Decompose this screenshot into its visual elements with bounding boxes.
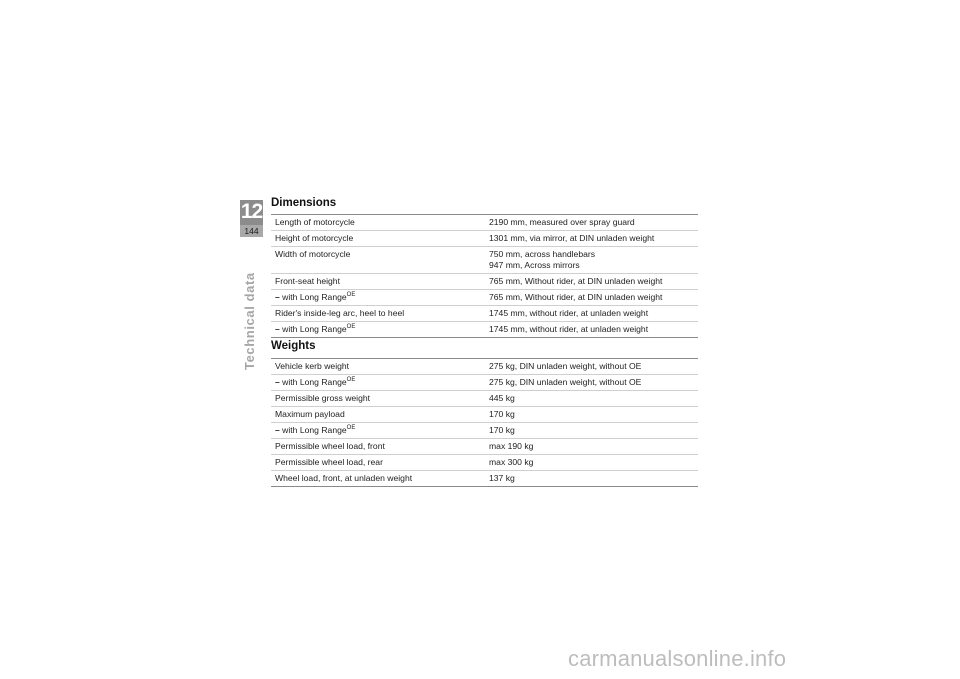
site-watermark: carmanualsonline.info [568,646,787,671]
row-label: Wheel load, front, at unladen weight [271,471,484,487]
row-label: Front-seat height [271,274,484,290]
table-row [271,407,698,423]
dash-marker: – [275,425,280,435]
row-value: 170 kg [484,423,698,439]
page-number: 144 [240,225,263,237]
dimensions-table [271,214,698,338]
table-row [271,322,698,338]
oe-superscript: OE [346,292,356,298]
row-label [271,322,484,338]
row-label: Height of motorcycle [271,231,484,247]
row-label [271,290,484,306]
dash-marker: – [275,377,280,387]
chapter-number: 12 [240,200,263,223]
label-text: with Long Range [282,292,347,302]
table-row [271,306,698,322]
row-value: 1745 mm, without rider, at unladen weight [484,322,698,338]
row-value: 170 kg [484,407,698,423]
value-line: 750 mm, across handlebars [489,249,596,259]
label-text: with Long Range [282,377,347,387]
row-value: 765 mm, Without rider, at DIN unladen weight [484,274,698,290]
table-row [271,439,698,455]
dimensions-heading: Dimensions [271,197,337,209]
row-value: 445 kg [484,391,698,407]
table-row [271,215,698,231]
row-label: Permissible wheel load, front [271,439,484,455]
table-row [271,455,698,471]
row-value [484,247,698,274]
value-line: 947 mm, Across mirrors [489,260,580,270]
chapter-tab [240,200,263,237]
oe-superscript: OE [346,425,356,431]
table-row [271,274,698,290]
table-row [271,247,698,274]
row-value: 1301 mm, via mirror, at DIN unladen weight [484,231,698,247]
row-label: Permissible wheel load, rear [271,455,484,471]
label-text: with Long Range [282,324,347,334]
row-label: Length of motorcycle [271,215,484,231]
table-row [271,231,698,247]
row-label: Rider's inside-leg arc, heel to heel [271,306,484,322]
weights-heading: Weights [271,340,316,352]
row-value: max 190 kg [484,439,698,455]
oe-superscript: OE [346,324,356,330]
table-row [271,391,698,407]
table-row [271,471,698,487]
row-value: 2190 mm, measured over spray guard [484,215,698,231]
row-value: 765 mm, Without rider, at DIN unladen weight [484,290,698,306]
row-label: Maximum payload [271,407,484,423]
table-row [271,423,698,439]
row-value: 275 kg, DIN unladen weight, without OE [484,375,698,391]
row-value: max 300 kg [484,455,698,471]
table-row [271,290,698,306]
row-label [271,375,484,391]
row-value: 275 kg, DIN unladen weight, without OE [484,359,698,375]
row-value: 137 kg [484,471,698,487]
row-label [271,423,484,439]
dash-marker: – [275,324,280,334]
row-label: Width of motorcycle [271,247,484,274]
oe-superscript: OE [346,377,356,383]
table-row [271,359,698,375]
row-label: Permissible gross weight [271,391,484,407]
dash-marker: – [275,292,280,302]
weights-table [271,358,698,487]
chapter-title: Technical data [242,272,257,370]
row-value: 1745 mm, without rider, at unladen weight [484,306,698,322]
row-label: Vehicle kerb weight [271,359,484,375]
table-row [271,375,698,391]
label-text: with Long Range [282,425,347,435]
